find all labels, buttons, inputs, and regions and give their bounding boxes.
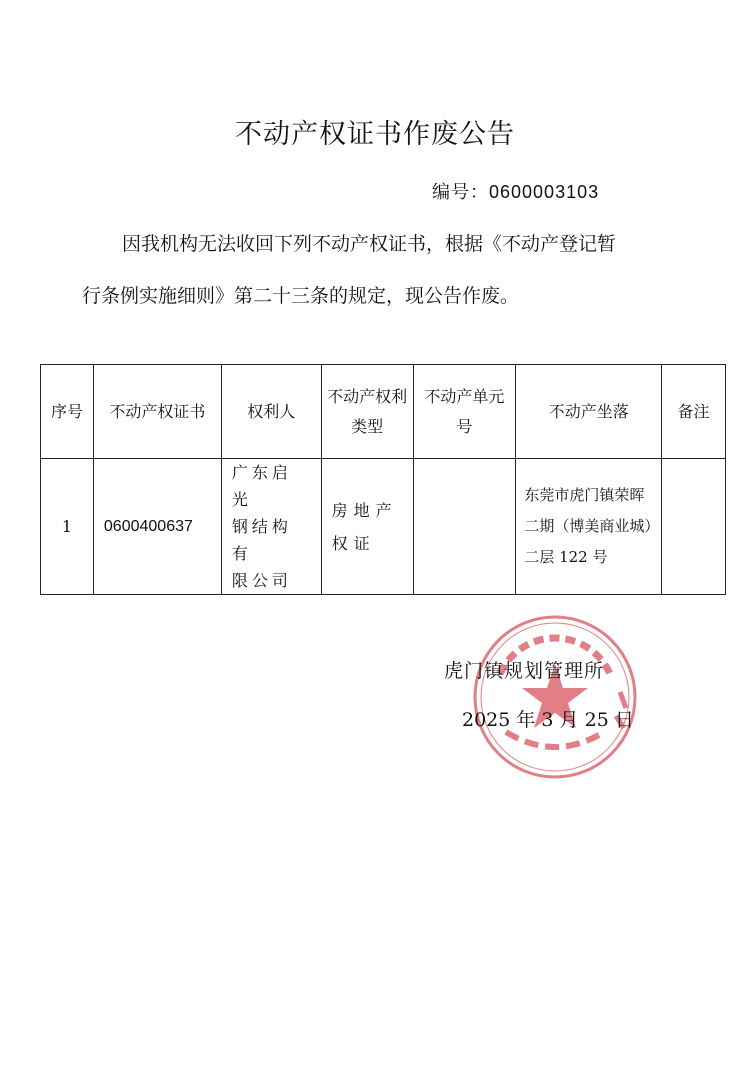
header-right-type: 不动产权利 类型 [321, 365, 413, 459]
issuing-organization: 虎门镇规划管理所 [444, 660, 605, 682]
notice-title: 不动产权证书作废公告 [235, 119, 515, 150]
header-seq: 序号 [41, 365, 94, 459]
certificate-table [40, 364, 726, 595]
document-number-value: 0600003103 [489, 182, 600, 202]
notice-body [82, 218, 682, 322]
issue-date: 2025 年 3 月 25 日 [462, 709, 634, 731]
table-row [41, 459, 726, 595]
cell-seq: 1 [41, 459, 94, 595]
header-holder: 权利人 [221, 365, 321, 459]
cell-certificate: 0600400637 [93, 459, 221, 595]
document-number [432, 178, 599, 204]
official-seal [470, 612, 640, 782]
cell-remark [662, 459, 726, 595]
cell-location: 东莞市虎门镇荣晖 二期（博美商业城） 二层 122 号 [516, 459, 662, 595]
cell-unit-number [413, 459, 516, 595]
document-number-label: 编号： [432, 182, 489, 203]
notice-body-line-2: 行条例实施细则》第二十三条的规定，现公告作废。 [82, 285, 520, 307]
header-location: 不动产坐落 [516, 365, 662, 459]
cell-holder: 广东启光 钢结构有 限公司 [221, 459, 321, 595]
header-certificate: 不动产权证书 [93, 365, 221, 459]
header-remark: 备注 [662, 365, 726, 459]
header-unit-number: 不动产单元 号 [413, 365, 516, 459]
notice-body-line-1: 因我机构无法收回下列不动产权证书，根据《不动产登记暂 [122, 233, 617, 255]
cell-right-type: 房地产 权证 [321, 459, 413, 595]
table-header-row [41, 365, 726, 459]
